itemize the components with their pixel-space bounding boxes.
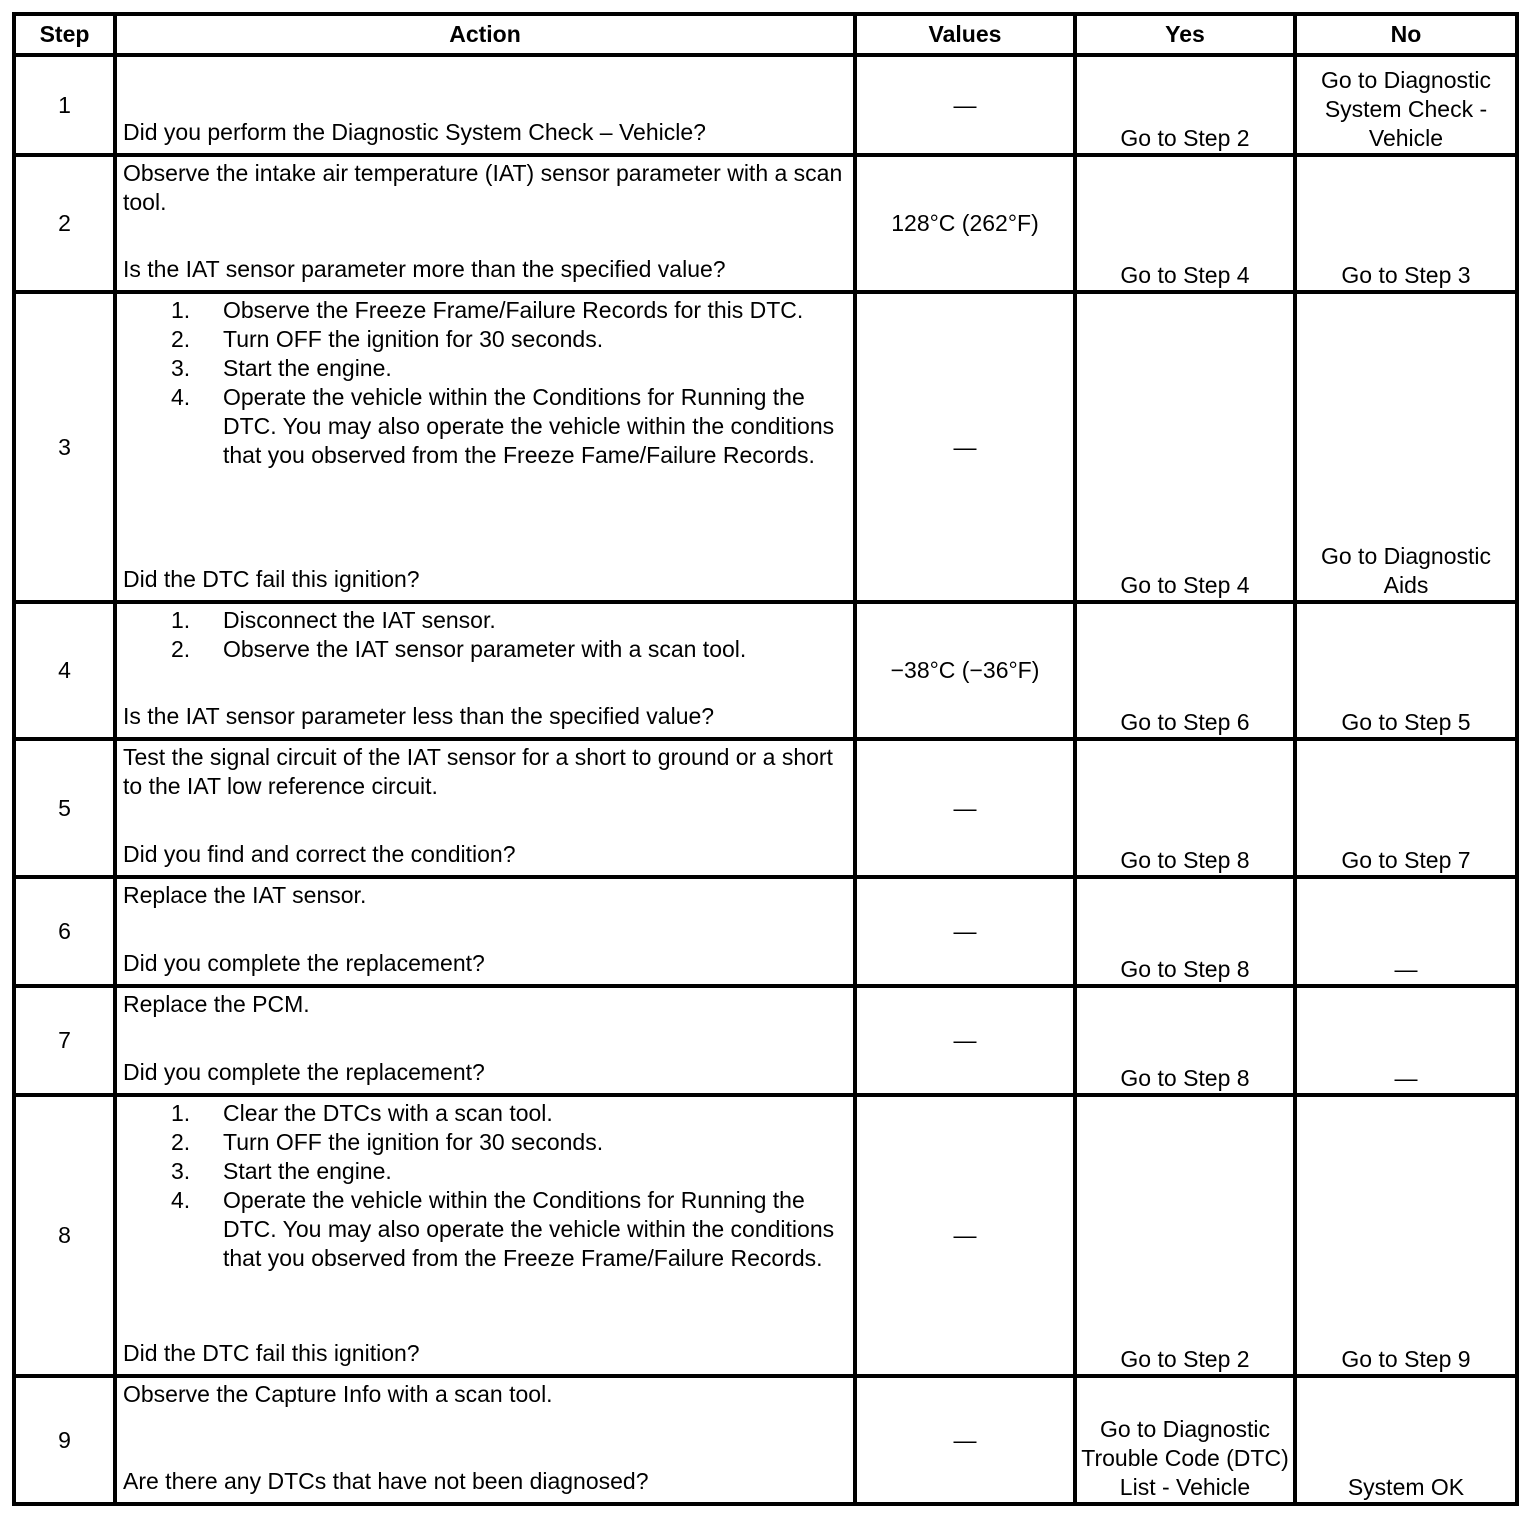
action-cell bbox=[115, 739, 855, 877]
header-values: Values bbox=[855, 14, 1075, 55]
table-body bbox=[14, 55, 1517, 1504]
step-number: 5 bbox=[14, 739, 115, 877]
action-instructions bbox=[123, 881, 847, 910]
action-instructions bbox=[123, 743, 847, 801]
step-number: 6 bbox=[14, 877, 115, 986]
list-item-text: Operate the vehicle within the Conditions for Running the DTC. You may also operate the vehicle within the conditions that you observed from the Freeze Fame/Failure Records. bbox=[223, 384, 835, 468]
list-item-number: 1. bbox=[171, 607, 191, 633]
action-intro: Replace the PCM. bbox=[123, 991, 310, 1017]
list-item bbox=[123, 325, 847, 354]
list-item-text: Operate the vehicle within the Conditions for Running the DTC. You may also operate the vehicle within the conditions that you observed from the Freeze Frame/Failure Records. bbox=[223, 1187, 835, 1271]
list-item bbox=[123, 296, 847, 325]
table-row bbox=[14, 877, 1517, 986]
list-item-text: Start the engine. bbox=[223, 355, 392, 381]
table-row bbox=[14, 1376, 1517, 1504]
action-cell bbox=[115, 877, 855, 986]
list-item-number: 2. bbox=[171, 326, 191, 352]
no-cell: — bbox=[1295, 877, 1517, 986]
header-row bbox=[14, 14, 1517, 55]
action-cell bbox=[115, 602, 855, 739]
value-cell: — bbox=[855, 292, 1075, 602]
table-row bbox=[14, 155, 1517, 292]
table-row bbox=[14, 739, 1517, 877]
value-cell: 128°C (262°F) bbox=[855, 155, 1075, 292]
value-cell: — bbox=[855, 1095, 1075, 1376]
action-question: Did the DTC fail this ignition? bbox=[123, 1340, 420, 1366]
no-cell: Go to Step 9 bbox=[1295, 1095, 1517, 1376]
list-item-number: 4. bbox=[171, 1187, 191, 1213]
list-item bbox=[123, 383, 847, 470]
table-row bbox=[14, 1095, 1517, 1376]
action-instructions bbox=[123, 296, 847, 470]
diagnostic-table bbox=[12, 12, 1519, 1506]
list-item bbox=[123, 1157, 847, 1186]
step-number: 1 bbox=[14, 55, 115, 155]
value-cell: — bbox=[855, 986, 1075, 1095]
step-number: 8 bbox=[14, 1095, 115, 1376]
list-item bbox=[123, 1128, 847, 1157]
action-cell bbox=[115, 155, 855, 292]
no-cell: Go to Diagnostic Aids bbox=[1295, 292, 1517, 602]
list-item-text: Turn OFF the ignition for 30 seconds. bbox=[223, 1129, 604, 1155]
action-instructions bbox=[123, 1099, 847, 1273]
list-item-number: 2. bbox=[171, 1129, 191, 1155]
action-question: Did you find and correct the condition? bbox=[123, 841, 516, 867]
yes-cell: Go to Step 4 bbox=[1075, 155, 1295, 292]
table-row bbox=[14, 986, 1517, 1095]
no-cell: System OK bbox=[1295, 1376, 1517, 1504]
list-item bbox=[123, 606, 847, 635]
procedure-list bbox=[123, 606, 847, 664]
action-intro: Replace the IAT sensor. bbox=[123, 882, 367, 908]
yes-cell: Go to Step 4 bbox=[1075, 292, 1295, 602]
action-cell bbox=[115, 55, 855, 155]
table-row bbox=[14, 292, 1517, 602]
list-item bbox=[123, 635, 847, 664]
action-cell bbox=[115, 1095, 855, 1376]
table-row bbox=[14, 602, 1517, 739]
list-item-text: Observe the Freeze Frame/Failure Records for this DTC. bbox=[223, 297, 804, 323]
action-intro: Observe the intake air temperature (IAT) sensor parameter with a scan tool. bbox=[123, 160, 843, 215]
value-cell: — bbox=[855, 55, 1075, 155]
table-row bbox=[14, 55, 1517, 155]
list-item-number: 3. bbox=[171, 1158, 191, 1184]
list-item bbox=[123, 1186, 847, 1273]
action-instructions bbox=[123, 159, 847, 217]
yes-cell: Go to Step 8 bbox=[1075, 986, 1295, 1095]
yes-cell: Go to Diagnostic Trouble Code (DTC) List - Vehicle bbox=[1075, 1376, 1295, 1504]
list-item bbox=[123, 1099, 847, 1128]
value-cell: — bbox=[855, 739, 1075, 877]
yes-cell: Go to Step 8 bbox=[1075, 739, 1295, 877]
value-cell: — bbox=[855, 1376, 1075, 1504]
value-cell: — bbox=[855, 877, 1075, 986]
procedure-list bbox=[123, 1099, 847, 1273]
no-cell: Go to Diagnostic System Check - Vehicle bbox=[1295, 55, 1517, 155]
action-question: Is the IAT sensor parameter more than the specified value? bbox=[123, 256, 726, 282]
list-item-number: 4. bbox=[171, 384, 191, 410]
list-item bbox=[123, 354, 847, 383]
list-item-text: Clear the DTCs with a scan tool. bbox=[223, 1100, 553, 1126]
list-item-number: 2. bbox=[171, 636, 191, 662]
list-item-number: 1. bbox=[171, 297, 191, 323]
action-question: Did the DTC fail this ignition? bbox=[123, 566, 420, 592]
yes-cell: Go to Step 2 bbox=[1075, 1095, 1295, 1376]
action-question: Did you perform the Diagnostic System Check – Vehicle? bbox=[123, 119, 706, 145]
yes-cell: Go to Step 2 bbox=[1075, 55, 1295, 155]
list-item-text: Observe the IAT sensor parameter with a scan tool. bbox=[223, 636, 747, 662]
list-item-text: Start the engine. bbox=[223, 1158, 392, 1184]
yes-cell: Go to Step 8 bbox=[1075, 877, 1295, 986]
action-question: Is the IAT sensor parameter less than the specified value? bbox=[123, 703, 715, 729]
action-question: Are there any DTCs that have not been diagnosed? bbox=[123, 1468, 649, 1494]
action-instructions bbox=[123, 990, 847, 1019]
action-instructions bbox=[123, 1380, 847, 1409]
list-item-number: 3. bbox=[171, 355, 191, 381]
action-cell bbox=[115, 986, 855, 1095]
no-cell: Go to Step 3 bbox=[1295, 155, 1517, 292]
action-instructions bbox=[123, 606, 847, 664]
step-number: 7 bbox=[14, 986, 115, 1095]
header-action: Action bbox=[115, 14, 855, 55]
action-cell bbox=[115, 292, 855, 602]
action-intro: Test the signal circuit of the IAT sensor for a short to ground or a short to the IAT low reference circuit. bbox=[123, 744, 833, 799]
header-step: Step bbox=[14, 14, 115, 55]
yes-cell: Go to Step 6 bbox=[1075, 602, 1295, 739]
procedure-list bbox=[123, 296, 847, 470]
value-cell: −38°C (−36°F) bbox=[855, 602, 1075, 739]
step-number: 2 bbox=[14, 155, 115, 292]
action-question: Did you complete the replacement? bbox=[123, 950, 485, 976]
step-number: 9 bbox=[14, 1376, 115, 1504]
no-cell: Go to Step 5 bbox=[1295, 602, 1517, 739]
action-cell bbox=[115, 1376, 855, 1504]
step-number: 4 bbox=[14, 602, 115, 739]
list-item-number: 1. bbox=[171, 1100, 191, 1126]
list-item-text: Turn OFF the ignition for 30 seconds. bbox=[223, 326, 604, 352]
no-cell: Go to Step 7 bbox=[1295, 739, 1517, 877]
no-cell: — bbox=[1295, 986, 1517, 1095]
action-intro: Observe the Capture Info with a scan tool. bbox=[123, 1381, 553, 1407]
header-yes: Yes bbox=[1075, 14, 1295, 55]
step-number: 3 bbox=[14, 292, 115, 602]
list-item-text: Disconnect the IAT sensor. bbox=[223, 607, 496, 633]
action-question: Did you complete the replacement? bbox=[123, 1059, 485, 1085]
header-no: No bbox=[1295, 14, 1517, 55]
